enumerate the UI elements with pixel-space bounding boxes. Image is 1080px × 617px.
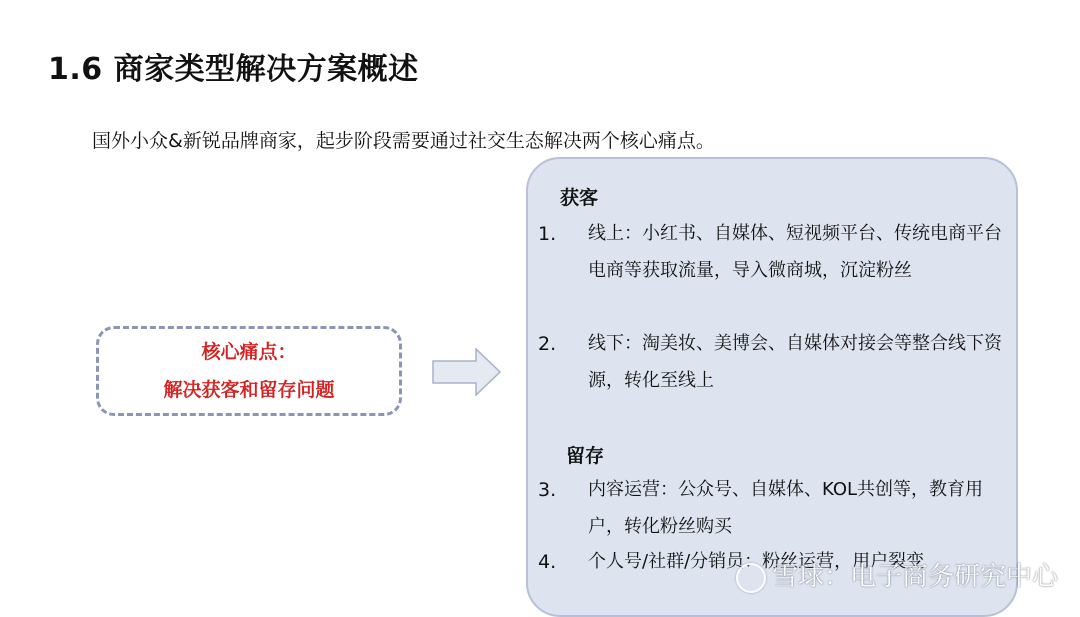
- item-number: 4.: [538, 551, 557, 573]
- snowball-logo-icon: [736, 563, 766, 593]
- list-item-content-ops: 内容运营：公众号、自媒体、KOL共创等，教育用户，转化粉丝购买: [588, 479, 984, 537]
- watermark-text: 雪球：电子商务研究中心: [771, 562, 1058, 592]
- list-item-community: 个人号/社群/分销员：粉丝运营，用户裂变: [588, 551, 925, 572]
- page-subtitle: 国外小众&新锐品牌商家，起步阶段需要通过社交生态解决两个核心痛点。: [92, 130, 715, 152]
- page-title: 1.6 商家类型解决方案概述: [48, 52, 419, 87]
- core-pain-box: [96, 326, 402, 416]
- right-arrow-icon: [432, 348, 502, 396]
- core-pain-heading: 核心痛点：: [201, 341, 297, 363]
- item-number: 3.: [538, 479, 557, 501]
- item-number: 2.: [538, 333, 557, 355]
- core-pain-detail: 解决获客和留存问题: [163, 379, 335, 401]
- retention-heading: 留存: [566, 445, 605, 467]
- item-number: 1.: [538, 223, 557, 245]
- list-item-online: 线上：小红书、自媒体、短视频平台、传统电商平台电商等获取流量，导入微商城，沉淀粉丝: [588, 223, 1002, 281]
- watermark: [736, 556, 1058, 593]
- list-item-offline: 线下：淘美妆、美博会、自媒体对接会等整合线下资源，转化至线上: [588, 333, 1002, 391]
- acquisition-heading: 获客: [560, 187, 599, 209]
- solution-panel: [526, 157, 1018, 617]
